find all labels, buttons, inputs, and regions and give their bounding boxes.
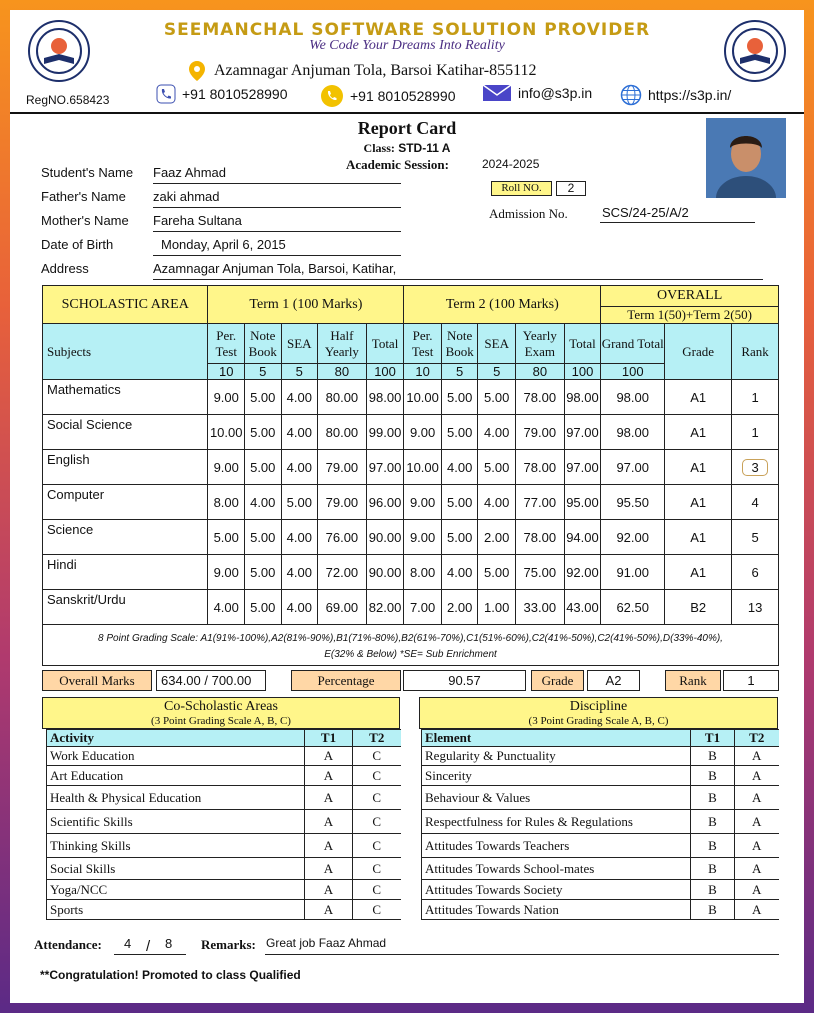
t1-sea-cell: 4.00 (281, 415, 318, 450)
max-marks-cell: 80 (515, 364, 564, 380)
t1-half-yearly-cell: 79.00 (318, 450, 367, 485)
grade-value: A2 (587, 670, 640, 691)
t2-yearly-exam-cell: 78.00 (515, 450, 564, 485)
attendance-total: 8 (165, 936, 173, 951)
discipline-t1-cell: B (691, 747, 735, 766)
t1-sea-cell: 4.00 (281, 520, 318, 555)
co-scholastic-t2-cell: C (353, 880, 401, 900)
t1-sea-cell: 4.00 (281, 450, 318, 485)
co-scholastic-t1-cell: A (305, 900, 353, 920)
subject-row (43, 590, 779, 625)
max-marks-cell: 100 (366, 364, 404, 380)
t1-note-book-cell: 5.00 (244, 555, 281, 590)
t2-per-test-header: Per. Test (404, 324, 442, 364)
t1-per-test-cell: 10.00 (208, 415, 245, 450)
t2-yearly-exam-cell: 77.00 (515, 485, 564, 520)
grade-cell: A1 (665, 520, 732, 555)
t2-note-book-cell: 5.00 (441, 485, 478, 520)
t1-total-header: Total (366, 324, 404, 364)
rank-cell: 5 (732, 520, 779, 555)
t1-total-cell: 90.00 (366, 555, 404, 590)
subject-name: Mathematics (43, 380, 208, 415)
t2-note-book-cell: 4.00 (441, 450, 478, 485)
father-name-underline (153, 207, 401, 208)
discipline-title-box (419, 697, 778, 729)
rank-cell: 13 (732, 590, 779, 625)
discipline-name-cell: Regularity & Punctuality (422, 747, 691, 766)
max-marks-cell: 5 (478, 364, 516, 380)
subject-name: Hindi (43, 555, 208, 590)
discipline-t1-cell: B (691, 900, 735, 920)
rank-badge: 3 (742, 459, 767, 476)
discipline-name-cell: Attitudes Towards Society (422, 880, 691, 900)
t2-note-book-cell: 5.00 (441, 520, 478, 555)
subject-row (43, 485, 779, 520)
co-scholastic-t1-cell: A (305, 786, 353, 810)
co-scholastic-t2-cell: C (353, 766, 401, 786)
discipline-table (421, 729, 779, 920)
discipline-t1-cell: B (691, 786, 735, 810)
discipline-name-cell: Respectfulness for Rules & Regulations (422, 810, 691, 834)
subject-name: English (43, 450, 208, 485)
discipline-row (422, 834, 779, 858)
rank-cell: 1 (732, 415, 779, 450)
address-underline (153, 279, 763, 280)
t2-per-test-cell: 9.00 (404, 485, 442, 520)
admission-number: SCS/24-25/A/2 (602, 205, 689, 220)
co-scholastic-name-cell: Social Skills (47, 858, 305, 880)
rank-value: 1 (723, 670, 779, 691)
t2-per-test-cell: 7.00 (404, 590, 442, 625)
overall-sub-header: Term 1(50)+Term 2(50) (601, 307, 779, 324)
t2-yearly-exam-cell: 79.00 (515, 415, 564, 450)
location-pin-icon (188, 60, 206, 82)
co-t2-header: T2 (353, 730, 401, 747)
discipline-t2-cell: A (735, 858, 779, 880)
disc-t2-header: T2 (735, 730, 779, 747)
co-scholastic-title-box (42, 697, 400, 729)
session-value: 2024-2025 (482, 157, 540, 171)
t2-total-cell: 43.00 (564, 590, 601, 625)
grand-total-cell: 98.00 (601, 415, 665, 450)
t2-per-test-cell: 9.00 (404, 520, 442, 555)
discipline-t1-cell: B (691, 766, 735, 786)
t1-half-yearly-cell: 72.00 (318, 555, 367, 590)
t1-half-yearly-cell: 79.00 (318, 485, 367, 520)
subject-row (43, 450, 779, 485)
mother-name-underline (153, 231, 401, 232)
t1-note-book-cell: 5.00 (244, 415, 281, 450)
t2-sea-header: SEA (478, 324, 516, 364)
rank-cell (732, 450, 779, 485)
roll-number-value: 2 (556, 181, 586, 196)
t2-total-cell: 94.00 (564, 520, 601, 555)
t2-sea-cell: 5.00 (478, 380, 516, 415)
t2-total-cell: 92.00 (564, 555, 601, 590)
t2-per-test-cell: 10.00 (404, 450, 442, 485)
class-line (10, 141, 804, 156)
school-address: Azamnagar Anjuman Tola, Barsoi Katihar-855112 (214, 62, 537, 79)
co-scholastic-subtitle: (3 Point Grading Scale A, B, C) (151, 715, 291, 727)
t1-total-cell: 90.00 (366, 520, 404, 555)
grade-cell: A1 (665, 415, 732, 450)
percentage-label: Percentage (291, 670, 401, 691)
t2-total-header: Total (564, 324, 601, 364)
subject-name: Social Science (43, 415, 208, 450)
co-scholastic-row (47, 880, 401, 900)
email-address[interactable]: info@s3p.in (518, 85, 593, 101)
dob-underline (153, 255, 401, 256)
grand-total-cell: 95.50 (601, 485, 665, 520)
attendance-separator: / (146, 938, 151, 955)
discipline-t1-cell: B (691, 810, 735, 834)
rank-label: Rank (665, 670, 721, 691)
session-label: Academic Session: (346, 157, 449, 172)
discipline-t2-cell: A (735, 834, 779, 858)
discipline-row (422, 880, 779, 900)
co-scholastic-name-cell: Scientific Skills (47, 810, 305, 834)
rank-cell: 6 (732, 555, 779, 590)
t2-note-book-cell: 2.00 (441, 590, 478, 625)
t2-note-book-cell: 5.00 (441, 380, 478, 415)
attendance-present: 4 (124, 936, 132, 951)
subject-name: Science (43, 520, 208, 555)
t1-per-test-header: Per. Test (208, 324, 245, 364)
discipline-t1-cell: B (691, 858, 735, 880)
tagline: We Code Your Dreams Into Reality (309, 38, 505, 53)
term2-header: Term 2 (100 Marks) (404, 286, 601, 324)
t1-total-cell: 97.00 (366, 450, 404, 485)
co-scholastic-t2-cell: C (353, 810, 401, 834)
t1-note-book-cell: 5.00 (244, 380, 281, 415)
grand-total-header: Grand Total (601, 324, 665, 364)
discipline-row (422, 858, 779, 880)
t1-half-yearly-header: Half Yearly (318, 324, 367, 364)
rank-header: Rank (732, 324, 779, 380)
roll-number-label: Roll NO. (491, 181, 552, 196)
co-scholastic-t1-cell: A (305, 880, 353, 900)
t1-sea-cell: 4.00 (281, 555, 318, 590)
co-scholastic-t2-cell: C (353, 900, 401, 920)
t2-yearly-exam-cell: 78.00 (515, 380, 564, 415)
discipline-t2-cell: A (735, 810, 779, 834)
percentage-value: 90.57 (403, 670, 526, 691)
email-envelope-icon (482, 84, 512, 102)
address-line (188, 60, 536, 82)
grade-cell: A1 (665, 450, 732, 485)
co-scholastic-table (46, 729, 401, 920)
co-scholastic-t1-cell: A (305, 810, 353, 834)
co-scholastic-title: Co-Scholastic Areas (164, 699, 278, 714)
grading-scale-line-1: 8 Point Grading Scale: A1(91%-100%),A2(81%-90%),B1(71%-80%),B2(61%-70%),C1(51%-60%),C2(41%-50%),C2(41%-50%),D(33%-40%), (98, 633, 723, 644)
disc-t1-header: T1 (691, 730, 735, 747)
header-divider (10, 112, 804, 114)
subject-row (43, 520, 779, 555)
student-photo (706, 118, 786, 198)
max-marks-cell: 5 (441, 364, 478, 380)
phone-number[interactable]: +91 8010528990 (182, 86, 288, 102)
rank-cell: 4 (732, 485, 779, 520)
organization-name: SEEMANCHAL SOFTWARE SOLUTION PROVIDER (163, 20, 651, 40)
max-marks-cell: 10 (208, 364, 245, 380)
discipline-row (422, 900, 779, 920)
t1-per-test-cell: 9.00 (208, 450, 245, 485)
discipline-t1-cell: B (691, 880, 735, 900)
date-of-birth: Monday, April 6, 2015 (161, 237, 286, 252)
co-scholastic-t2-cell: C (353, 858, 401, 880)
t2-yearly-exam-cell: 78.00 (515, 520, 564, 555)
discipline-name-cell: Sincerity (422, 766, 691, 786)
discipline-subtitle: (3 Point Grading Scale A, B, C) (528, 715, 669, 727)
grade-label: Grade (531, 670, 584, 691)
grade-cell: B2 (665, 590, 732, 625)
co-scholastic-row (47, 900, 401, 920)
t1-sea-cell: 4.00 (281, 590, 318, 625)
t1-total-cell: 82.00 (366, 590, 404, 625)
t2-sea-cell: 1.00 (478, 590, 516, 625)
t1-sea-cell: 5.00 (281, 485, 318, 520)
max-marks-cell: 100 (564, 364, 601, 380)
discipline-row (422, 766, 779, 786)
t2-per-test-cell: 10.00 (404, 380, 442, 415)
father-name: zaki ahmad (153, 189, 220, 204)
discipline-t1-cell: B (691, 834, 735, 858)
max-marks-cell: 10 (404, 364, 442, 380)
co-scholastic-row (47, 766, 401, 786)
subject-name: Computer (43, 485, 208, 520)
t2-per-test-cell: 9.00 (404, 415, 442, 450)
admission-underline (600, 222, 755, 223)
overall-header: OVERALL (601, 286, 779, 307)
subject-name: Sanskrit/Urdu (43, 590, 208, 625)
scholastic-marks-table (42, 285, 779, 625)
subjects-header: Subjects (43, 324, 208, 380)
scholastic-area-header: SCHOLASTIC AREA (43, 286, 208, 324)
website-link[interactable]: https://s3p.in/ (648, 87, 732, 103)
max-marks-cell: 100 (601, 364, 665, 380)
co-scholastic-t1-cell: A (305, 747, 353, 766)
t2-sea-cell: 4.00 (478, 415, 516, 450)
subject-row (43, 415, 779, 450)
overall-marks-value: 634.00 / 700.00 (156, 670, 266, 691)
t1-note-book-cell: 5.00 (244, 520, 281, 555)
report-title: Report Card (357, 118, 457, 138)
remarks-value: Great job Faaz Ahmad (266, 936, 387, 950)
discipline-title: Discipline (569, 699, 628, 714)
t2-total-cell: 97.00 (564, 450, 601, 485)
t2-sea-cell: 4.00 (478, 485, 516, 520)
co-scholastic-name-cell: Health & Physical Education (47, 786, 305, 810)
report-card-page (10, 10, 804, 1003)
co-scholastic-name-cell: Art Education (47, 766, 305, 786)
mother-name: Fareha Sultana (153, 213, 242, 228)
t1-half-yearly-cell: 80.00 (318, 380, 367, 415)
t2-sea-cell: 5.00 (478, 450, 516, 485)
co-scholastic-row (47, 747, 401, 766)
t2-yearly-exam-cell: 75.00 (515, 555, 564, 590)
student-name-underline (153, 183, 401, 184)
t2-total-cell: 98.00 (564, 380, 601, 415)
co-scholastic-t2-cell: C (353, 834, 401, 858)
t2-note-book-cell: 4.00 (441, 555, 478, 590)
co-scholastic-name-cell: Sports (47, 900, 305, 920)
t2-note-book-header: Note Book (441, 324, 478, 364)
max-marks-cell: 5 (244, 364, 281, 380)
class-value: STD-11 A (398, 141, 451, 155)
whatsapp-number[interactable]: +91 8010528990 (350, 88, 456, 104)
discipline-t2-cell: A (735, 766, 779, 786)
class-label: Class: (363, 141, 395, 155)
t1-per-test-cell: 8.00 (208, 485, 245, 520)
admission-label: Admission No. (489, 206, 568, 221)
activity-header: Activity (47, 730, 305, 747)
co-scholastic-t1-cell: A (305, 766, 353, 786)
promotion-note: **Congratulation! Promoted to class Qualified (40, 968, 301, 982)
whatsapp-icon (320, 84, 344, 108)
t1-half-yearly-cell: 76.00 (318, 520, 367, 555)
t1-note-book-cell: 5.00 (244, 450, 281, 485)
grand-total-cell: 62.50 (601, 590, 665, 625)
t1-total-cell: 96.00 (366, 485, 404, 520)
mother-name-label: Mother's Name (41, 213, 129, 228)
student-name-label: Student's Name (41, 165, 134, 180)
grading-scale-note (42, 624, 779, 666)
father-name-label: Father's Name (41, 189, 126, 204)
t1-half-yearly-cell: 80.00 (318, 415, 367, 450)
globe-icon (620, 84, 642, 106)
discipline-row (422, 747, 779, 766)
t1-note-book-cell: 4.00 (244, 485, 281, 520)
t2-yearly-exam-cell: 33.00 (515, 590, 564, 625)
discipline-name-cell: Behaviour & Values (422, 786, 691, 810)
grand-total-cell: 92.00 (601, 520, 665, 555)
max-marks-cell: 5 (281, 364, 318, 380)
t2-yearly-exam-header: Yearly Exam (515, 324, 564, 364)
t1-note-book-header: Note Book (244, 324, 281, 364)
co-scholastic-row (47, 858, 401, 880)
grade-cell: A1 (665, 485, 732, 520)
co-scholastic-name-cell: Yoga/NCC (47, 880, 305, 900)
t1-per-test-cell: 5.00 (208, 520, 245, 555)
t1-total-cell: 99.00 (366, 415, 404, 450)
attendance-underline (114, 954, 186, 955)
grand-total-cell: 91.00 (601, 555, 665, 590)
grand-total-cell: 97.00 (601, 450, 665, 485)
registration-number: RegNO.658423 (26, 93, 110, 107)
t1-sea-cell: 4.00 (281, 380, 318, 415)
discipline-row (422, 810, 779, 834)
discipline-t2-cell: A (735, 747, 779, 766)
co-scholastic-name-cell: Thinking Skills (47, 834, 305, 858)
remarks-underline (265, 954, 779, 955)
discipline-t2-cell: A (735, 900, 779, 920)
discipline-row (422, 786, 779, 810)
discipline-name-cell: Attitudes Towards Nation (422, 900, 691, 920)
subject-row (43, 555, 779, 590)
co-scholastic-t2-cell: C (353, 786, 401, 810)
overall-marks-label: Overall Marks (42, 670, 152, 691)
t1-per-test-cell: 9.00 (208, 380, 245, 415)
discipline-t2-cell: A (735, 880, 779, 900)
attendance-label: Attendance: (34, 937, 102, 952)
discipline-name-cell: Attitudes Towards School-mates (422, 858, 691, 880)
co-scholastic-row (47, 810, 401, 834)
whatsapp-contact (320, 84, 456, 108)
discipline-t2-cell: A (735, 786, 779, 810)
t2-total-cell: 95.00 (564, 485, 601, 520)
t2-note-book-cell: 5.00 (441, 415, 478, 450)
phone-contact (156, 84, 288, 104)
dob-label: Date of Birth (41, 237, 114, 252)
t2-per-test-cell: 8.00 (404, 555, 442, 590)
student-address: Azamnagar Anjuman Tola, Barsoi, Katihar, (153, 261, 397, 276)
term1-header: Term 1 (100 Marks) (208, 286, 404, 324)
co-scholastic-row (47, 834, 401, 858)
t1-per-test-cell: 9.00 (208, 555, 245, 590)
max-marks-cell: 80 (318, 364, 367, 380)
co-t1-header: T1 (305, 730, 353, 747)
element-header: Element (422, 730, 691, 747)
remarks-label: Remarks: (201, 937, 256, 952)
co-scholastic-t2-cell: C (353, 747, 401, 766)
phone-icon (156, 84, 176, 104)
t1-total-cell: 98.00 (366, 380, 404, 415)
co-scholastic-name-cell: Work Education (47, 747, 305, 766)
co-scholastic-row (47, 786, 401, 810)
t1-per-test-cell: 4.00 (208, 590, 245, 625)
student-name: Faaz Ahmad (153, 165, 226, 180)
grade-cell: A1 (665, 555, 732, 590)
discipline-name-cell: Attitudes Towards Teachers (422, 834, 691, 858)
grand-total-cell: 98.00 (601, 380, 665, 415)
grading-scale-line-2: E(32% & Below) *SE= Sub Enrichment (324, 649, 497, 660)
t2-sea-cell: 5.00 (478, 555, 516, 590)
t1-note-book-cell: 5.00 (244, 590, 281, 625)
grade-header: Grade (665, 324, 732, 380)
email-contact (482, 84, 592, 102)
co-scholastic-t1-cell: A (305, 858, 353, 880)
t1-sea-header: SEA (281, 324, 318, 364)
address-label: Address (41, 261, 89, 276)
website-contact (620, 84, 731, 106)
rank-cell: 1 (732, 380, 779, 415)
student-portrait-icon (706, 118, 786, 198)
grade-cell: A1 (665, 380, 732, 415)
subject-row (43, 380, 779, 415)
t2-total-cell: 97.00 (564, 415, 601, 450)
t1-half-yearly-cell: 69.00 (318, 590, 367, 625)
t2-sea-cell: 2.00 (478, 520, 516, 555)
co-scholastic-t1-cell: A (305, 834, 353, 858)
